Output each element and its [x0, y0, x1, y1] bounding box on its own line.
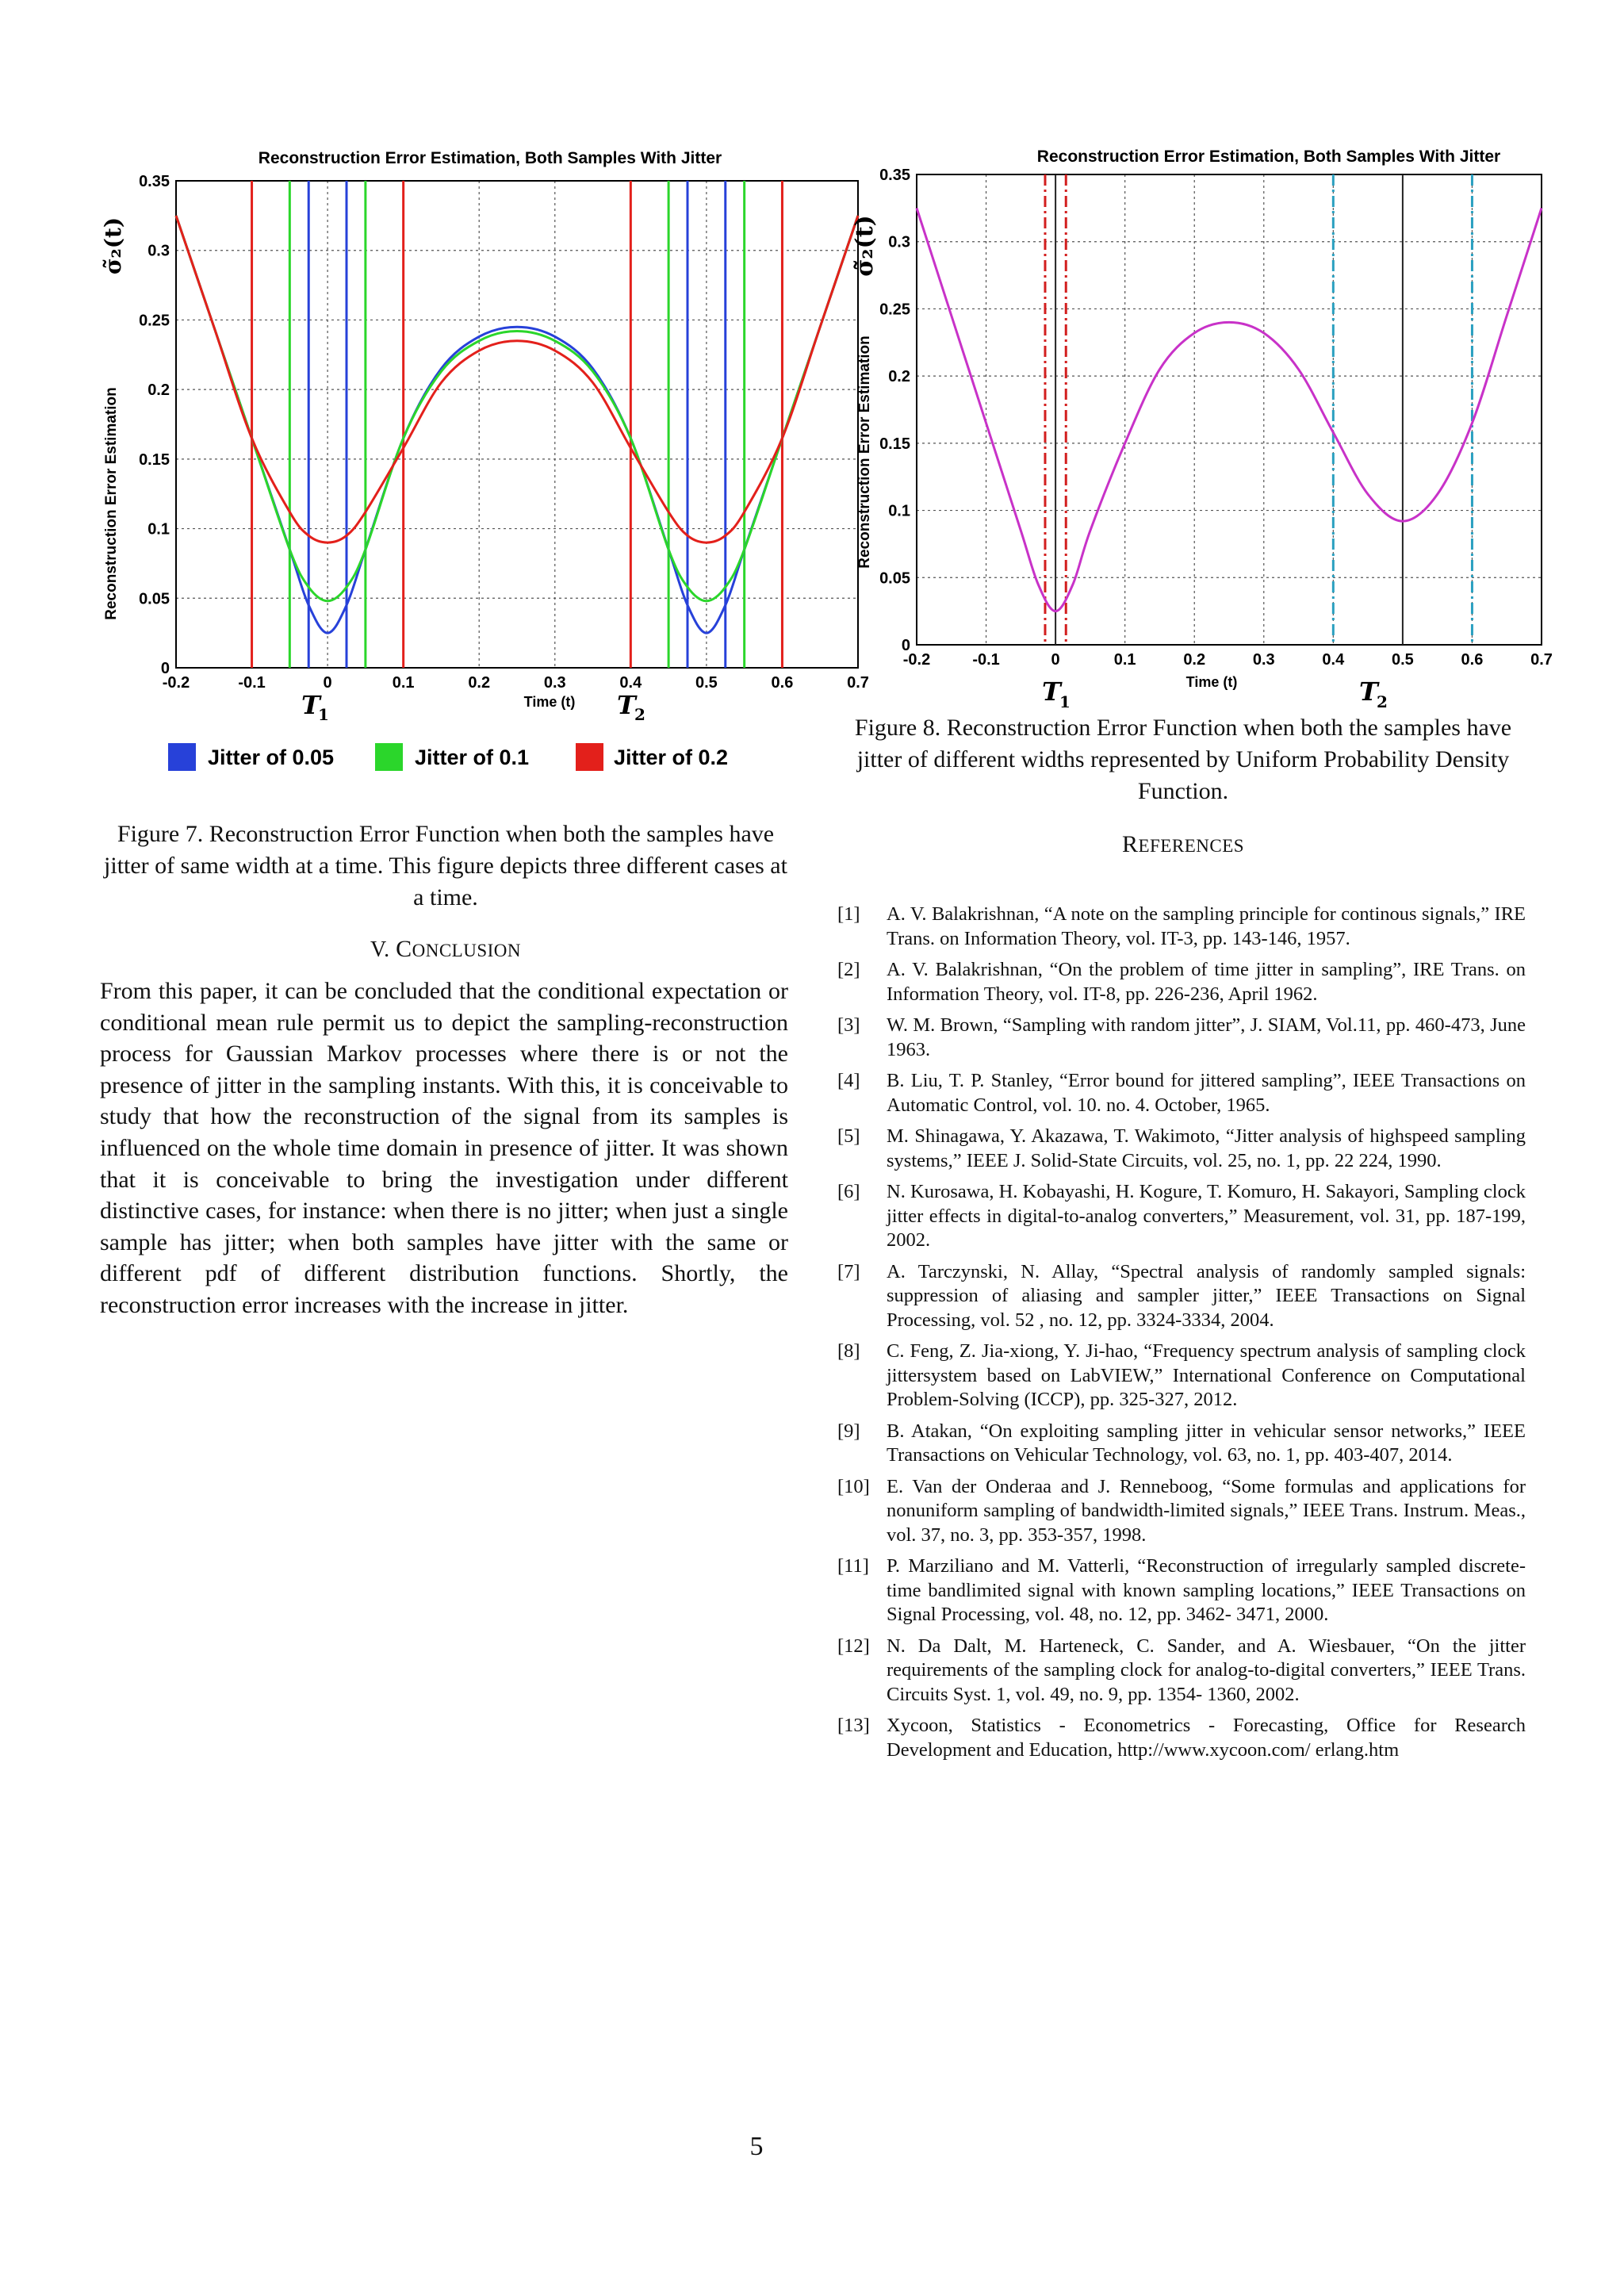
series-line	[917, 208, 1542, 611]
reference-text: N. Kurosawa, H. Kobayashi, H. Kogure, T. Komuro, H. Sakayori, Sampling clock jitter effects in digital-to-analog converters,” Measurement, vol. 31, pp. 187-199, 2002.	[887, 1181, 1526, 1251]
reference-number: [9]	[837, 1420, 860, 1442]
fig7-marker-t2-letter: T	[617, 690, 636, 720]
reference-text: M. Shinagawa, Y. Akazawa, T. Wakimoto, “Jitter analysis of highspeed sampling systems,” IEEE J. Solid-State Circuits, vol. 25, no. 1, pp. 22 224, 1990.	[887, 1125, 1526, 1171]
plot-border	[917, 174, 1542, 645]
x-tick-label: 0.3	[1252, 651, 1275, 669]
fig8-marker-t2-sub: 2	[1377, 692, 1388, 711]
x-tick-label: -0.2	[162, 674, 190, 692]
y-tick-label: 0	[901, 637, 910, 654]
fig7-jitter-lines	[252, 181, 783, 668]
figure-7-chart	[94, 143, 869, 793]
x-tick-label: 0.5	[1391, 651, 1414, 669]
fig7-marker-t1	[301, 690, 329, 724]
references-heading-first: R	[1121, 831, 1139, 857]
fig8-series	[917, 208, 1542, 611]
y-tick-label: 0.3	[147, 242, 170, 260]
x-tick-label: 0.1	[1113, 651, 1136, 669]
reference-number: [3]	[837, 1014, 860, 1036]
y-tick-label: 0.35	[139, 173, 170, 190]
reference-text: B. Atakan, “On exploiting sampling jitter in vehicular sensor networks,” IEEE Transactions on Vehicular Technology, vol. 63, no. 1, pp. 403-407, 2014.	[887, 1420, 1526, 1466]
fig8-x-ticks	[903, 651, 1553, 669]
x-tick-label: 0.6	[1461, 651, 1484, 669]
x-tick-label: -0.1	[972, 651, 1000, 669]
fig8-marker-t2	[1359, 677, 1388, 711]
fig7-ylabel-symbol: σ̃₂(t)	[100, 217, 126, 275]
fig7-x-ticks	[163, 674, 869, 692]
legend-swatch-0.1	[375, 743, 403, 771]
conclusion-heading	[97, 936, 795, 963]
y-tick-label: 0.05	[879, 569, 910, 588]
fig7-grid	[176, 181, 858, 668]
x-tick-label: 0.4	[619, 674, 642, 692]
x-tick-label: 0.7	[847, 674, 869, 692]
reference-text: P. Marziliano and M. Vatterli, “Reconstruction of irregularly sampled discrete-time bandlimited signal with known sampling locations,” IEEE Transactions on Signal Processing, vol. 48, no. 12, pp. 3462- 3471, 2000.	[887, 1555, 1526, 1625]
reference-item	[837, 958, 1526, 1006]
reference-number: [1]	[837, 903, 860, 925]
legend-swatch-0.2	[576, 743, 603, 771]
reference-item	[837, 1340, 1526, 1412]
fig7-marker-t1-letter: T	[301, 690, 320, 720]
y-tick-label: 0.15	[139, 450, 170, 469]
x-tick-label: 0.2	[1183, 651, 1206, 669]
fig8-title: Reconstruction Error Estimation, Both Samples With Jitter	[1036, 148, 1501, 166]
y-tick-label: 0.1	[147, 520, 170, 539]
x-tick-label: 0.3	[543, 674, 566, 692]
reference-item	[837, 903, 1526, 951]
page-number: 5	[749, 2132, 764, 2161]
conclusion-numeral: V.	[370, 937, 390, 962]
conclusion-body: From this paper, it can be concluded that the conditional expectation or conditional mean rule permit us to depict the sampling-reconstruction process for Gaussian Markov processes where there is or not the presence of jitter in the sampling instants. With this, it is conceivable to study that how the reconstruction of the signal from its samples is influenced on the whole time domain in presence of jitter. It was shown that it is conceivable to bring the investigation under different distinctive cases, for instance: when there is no jitter; when just a single sample has jitter; when both samples have jitter with the same or different pdf of different distribution functions. Shortly, the reconstruction error increases with the increase in jitter.	[100, 978, 788, 1318]
fig7-legend	[168, 743, 728, 771]
reference-number: [12]	[837, 1635, 870, 1657]
fig8-ylabel-symbol: σ̃₂(t)	[851, 215, 879, 277]
figure-7-caption: Figure 7. Reconstruction Error Function when both the samples have jitter of same width at a time. This figure depicts three different cases at a time.	[104, 821, 787, 910]
fig8-y-ticks	[879, 167, 910, 654]
y-tick-label: 0.25	[139, 312, 170, 330]
fig7-marker-t2-sub: 2	[634, 705, 645, 724]
y-tick-label: 0	[160, 660, 170, 677]
reference-text: E. Van der Onderaa and J. Renneboog, “Some formulas and applications for nonuniform sampling of bandwidth-limited signals,” IEEE Trans. Instrum. Meas., vol. 37, no. 3, pp. 353-357, 1998.	[887, 1475, 1526, 1546]
reference-item	[837, 1260, 1526, 1333]
reference-text: A. Tarczynski, N. Allay, “Spectral analysis of randomly sampled signals: suppression of aliasing and sampler jitter,” IEEE Transactions on Signal Processing, vol. 52 , no. 12, pp. 3324-3334, 2004.	[887, 1260, 1526, 1331]
y-tick-label: 0.25	[879, 301, 910, 319]
reference-item	[837, 1714, 1526, 1762]
reference-number: [4]	[837, 1070, 860, 1091]
legend-label-0.1: Jitter of 0.1	[415, 746, 530, 769]
x-tick-label: 0.6	[771, 674, 794, 692]
fig7-series	[176, 216, 858, 633]
reference-number: [7]	[837, 1260, 860, 1282]
references-heading-rest: EFERENCES	[1138, 836, 1245, 856]
reference-item	[837, 1125, 1526, 1173]
reference-item	[837, 1180, 1526, 1253]
fig8-marker-t1	[1042, 677, 1071, 711]
x-tick-label: -0.2	[902, 651, 931, 669]
fig7-y-ticks	[139, 173, 170, 677]
fig8-ylabel-group	[856, 335, 873, 569]
y-tick-label: 0.35	[879, 167, 910, 184]
legend-label-0.2: Jitter of 0.2	[614, 746, 729, 769]
x-tick-label: 0.5	[695, 674, 718, 692]
reference-text: B. Liu, T. P. Stanley, “Error bound for jittered sampling”, IEEE Transactions on Automatic Control, vol. 10. no. 4. October, 1965.	[887, 1070, 1526, 1116]
legend-swatch-0.05	[168, 743, 196, 771]
x-tick-label: 0	[323, 674, 332, 692]
fig8-jitter-lines	[1045, 174, 1472, 645]
fig7-title: Reconstruction Error Estimation, Both Samples With Jitter	[258, 149, 722, 167]
conclusion-title-rest: ONCLUSION	[412, 941, 522, 960]
reference-number: [5]	[837, 1125, 860, 1147]
fig8-grid	[917, 174, 1542, 645]
fig8-marker-t2-letter: T	[1359, 677, 1378, 707]
reference-text: W. M. Brown, “Sampling with random jitter”, J. SIAM, Vol.11, pp. 460-473, June 1963.	[887, 1014, 1526, 1060]
figure-8-caption: Figure 8. Reconstruction Error Function when both the samples have jitter of different widths represented by Uniform Probability Density Function.	[854, 715, 1512, 804]
fig7-marker-t2	[617, 690, 645, 724]
references-heading	[834, 831, 1532, 858]
fig8-ylabel: Reconstruction Error Estimation	[856, 335, 873, 569]
fig7-ylabel: Reconstruction Error Estimation	[103, 387, 120, 620]
reference-item	[837, 1420, 1526, 1468]
reference-list	[837, 903, 1526, 1769]
reference-number: [8]	[837, 1340, 860, 1362]
reference-text: C. Feng, Z. Jia-xiong, Y. Ji-hao, “Frequency spectrum analysis of sampling clock jittersystem based on LabVIEW,” International Conference on Computational Problem-Solving (ICCP), pp. 325-327, 2012.	[887, 1340, 1526, 1410]
y-tick-label: 0.1	[888, 502, 910, 520]
reference-text: A. V. Balakrishnan, “A note on the sampling principle for continous signals,” IRE Trans. on Information Theory, vol. IT-3, pp. 143-146, 1957.	[887, 903, 1526, 949]
reference-item	[837, 1475, 1526, 1548]
y-tick-label: 0.2	[147, 381, 170, 400]
y-tick-label: 0.05	[139, 590, 170, 608]
fig7-ylabel-symbol-group	[100, 217, 126, 274]
y-tick-label: 0.15	[879, 435, 910, 453]
series-line	[176, 216, 858, 542]
reference-number: [13]	[837, 1715, 870, 1736]
y-tick-label: 0.3	[888, 233, 910, 251]
figure-8-chart	[847, 143, 1553, 722]
x-tick-label: 0	[1051, 651, 1060, 669]
reference-item	[837, 1014, 1526, 1062]
y-tick-label: 0.2	[888, 368, 910, 386]
conclusion-title-first: C	[396, 936, 412, 962]
x-tick-label: -0.1	[238, 674, 266, 692]
reference-item	[837, 1069, 1526, 1117]
legend-label-0.05: Jitter of 0.05	[208, 746, 335, 769]
reference-number: [10]	[837, 1475, 870, 1497]
fig7-marker-t1-sub: 1	[318, 705, 329, 724]
x-tick-label: 0.2	[468, 674, 491, 692]
reference-text: Xycoon, Statistics - Econometrics - Forecasting, Office for Research Development and Education, http://www.xycoon.com/ erlang.htm	[887, 1715, 1526, 1761]
reference-number: [6]	[837, 1181, 860, 1202]
fig7-ylabel-group	[103, 387, 120, 620]
x-tick-label: 0.1	[392, 674, 415, 692]
reference-item	[837, 1554, 1526, 1627]
plot-border	[176, 181, 858, 668]
series-line	[176, 216, 858, 601]
fig8-ylabel-symbol-group	[851, 215, 879, 277]
fig8-marker-t1-sub: 1	[1059, 692, 1071, 711]
reference-number: [2]	[837, 959, 860, 980]
x-tick-label: 0.4	[1322, 651, 1345, 669]
series-line	[176, 216, 858, 633]
reference-text: N. Da Dalt, M. Harteneck, C. Sander, and A. Wiesbauer, “On the jitter requirements of the sampling clock for analog-to-digital converters,” IEEE Trans. Circuits Syst. 1, vol. 49, no. 9, pp. 1354- 1360, 2002.	[887, 1635, 1526, 1705]
reference-item	[837, 1635, 1526, 1708]
fig7-xlabel: Time (t)	[523, 694, 576, 710]
reference-text: A. V. Balakrishnan, “On the problem of time jitter in sampling”, IRE Trans. on Information Theory, vol. IT-8, pp. 226-236, April 1962.	[887, 959, 1526, 1005]
fig8-xlabel: Time (t)	[1185, 674, 1238, 690]
fig8-marker-t1-letter: T	[1042, 677, 1061, 707]
reference-number: [11]	[837, 1555, 869, 1577]
x-tick-label: 0.7	[1530, 651, 1553, 669]
